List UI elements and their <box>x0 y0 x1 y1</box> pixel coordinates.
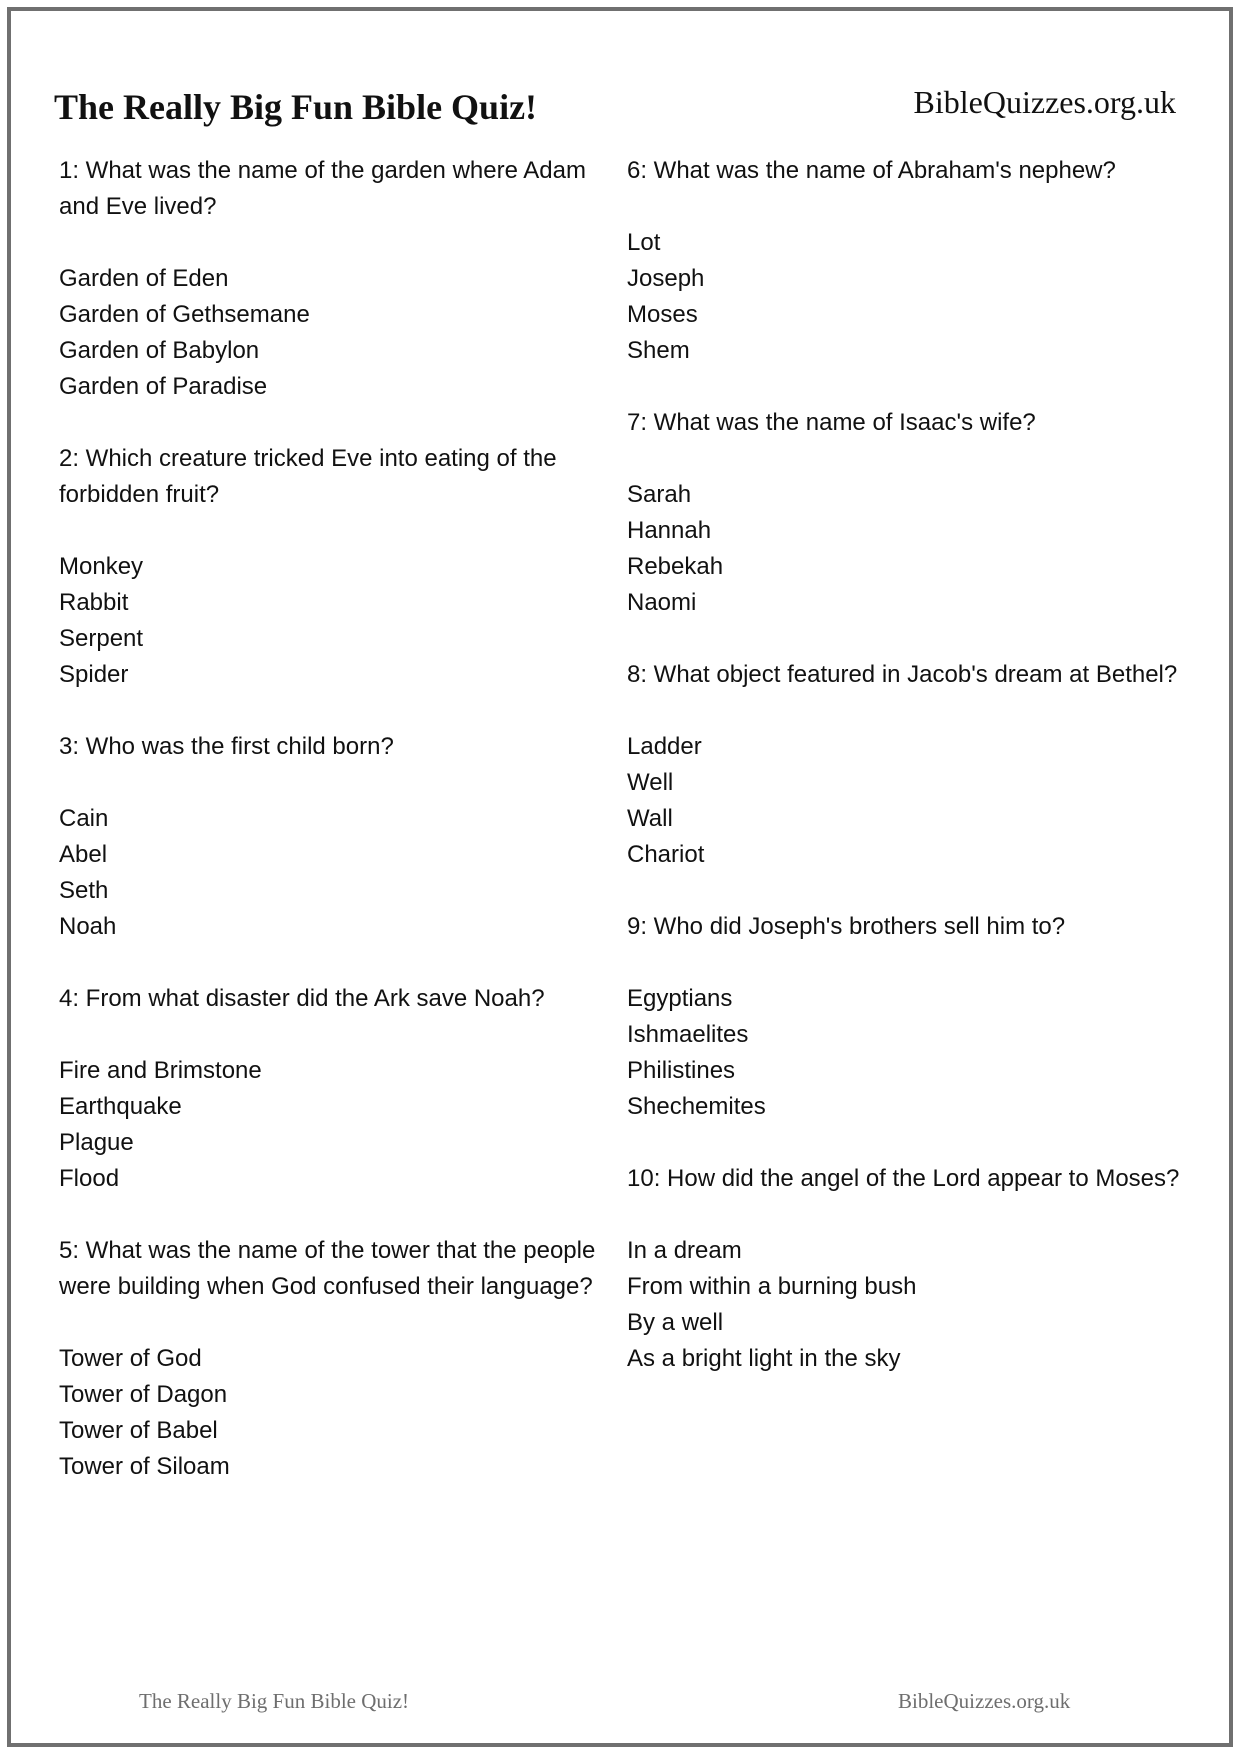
answer-option: Shechemites <box>627 1093 766 1120</box>
answer-option: Ladder <box>627 733 702 760</box>
answer-option: Tower of Dagon <box>59 1381 228 1408</box>
answer-option: Flood <box>59 1165 120 1192</box>
question-text: 10: How did the angel of the Lord appear to Moses? <box>627 1165 1180 1192</box>
question-text: 4: From what disaster did the Ark save Noah? <box>59 985 545 1012</box>
answer-option: Naomi <box>627 589 697 616</box>
answer-option: As a bright light in the sky <box>627 1345 901 1372</box>
site-name: BibleQuizzes.org.uk <box>913 84 1176 120</box>
question-block <box>627 153 1187 369</box>
answer-option: By a well <box>627 1309 724 1336</box>
answer-option: Well <box>627 769 674 796</box>
question-block <box>627 909 1187 1125</box>
quiz-column-right <box>627 153 1187 1413</box>
answer-option: Monkey <box>59 553 144 580</box>
answer-option: Cain <box>59 805 109 832</box>
page-title: The Really Big Fun Bible Quiz! <box>54 87 538 127</box>
answer-option: Garden of Eden <box>59 265 229 292</box>
quiz-column-left <box>59 153 619 1521</box>
answer-option: Joseph <box>627 265 705 292</box>
question-block <box>59 729 619 945</box>
question-text: 2: Which creature tricked Eve into eating of the forbidden fruit? <box>59 445 557 508</box>
answer-option: Garden of Gethsemane <box>59 301 310 328</box>
answer-option: Wall <box>627 805 673 832</box>
question-block <box>59 981 619 1197</box>
question-text: 3: Who was the first child born? <box>59 733 394 760</box>
answer-option: From within a burning bush <box>627 1273 917 1300</box>
question-text: 5: What was the name of the tower that the people were building when God confused their language? <box>59 1237 596 1300</box>
question-block <box>59 1233 619 1485</box>
answer-list <box>627 225 1187 369</box>
answer-option: Shem <box>627 337 690 364</box>
answer-option: Garden of Paradise <box>59 373 268 400</box>
answer-list <box>59 261 619 405</box>
answer-option: Sarah <box>627 481 692 508</box>
answer-option: Egyptians <box>627 985 733 1012</box>
answer-list <box>627 477 1187 621</box>
answer-option: Plague <box>59 1129 134 1156</box>
question-block <box>59 441 619 693</box>
answer-option: Chariot <box>627 841 705 868</box>
answer-option: Seth <box>59 877 109 904</box>
answer-option: Abel <box>59 841 108 868</box>
answer-option: Earthquake <box>59 1093 182 1120</box>
answer-option: Serpent <box>59 625 144 652</box>
answer-option: Lot <box>627 229 661 256</box>
answer-option: In a dream <box>627 1237 742 1264</box>
answer-option: Moses <box>627 301 698 328</box>
question-text: 9: Who did Joseph's brothers sell him to? <box>627 913 1066 940</box>
answer-option: Noah <box>59 913 117 940</box>
question-text: 1: What was the name of the garden where Adam and Eve lived? <box>59 157 586 220</box>
question-block <box>627 1161 1187 1377</box>
answer-option: Rabbit <box>59 589 129 616</box>
question-block <box>59 153 619 405</box>
question-text: 7: What was the name of Isaac's wife? <box>627 409 1036 436</box>
question-text: 6: What was the name of Abraham's nephew? <box>627 157 1116 184</box>
answer-option: Tower of Babel <box>59 1417 218 1444</box>
answer-option: Tower of God <box>59 1345 202 1372</box>
answer-list <box>59 1341 619 1485</box>
answer-option: Hannah <box>627 517 712 544</box>
answer-list <box>59 1053 619 1197</box>
answer-list <box>59 801 619 945</box>
answer-list <box>627 981 1187 1125</box>
footer-site: BibleQuizzes.org.uk <box>898 1689 1071 1713</box>
answer-option: Ishmaelites <box>627 1021 749 1048</box>
footer-title: The Really Big Fun Bible Quiz! <box>139 1689 410 1713</box>
question-block <box>627 657 1187 873</box>
answer-list <box>627 1233 1187 1377</box>
answer-option: Garden of Babylon <box>59 337 260 364</box>
answer-option: Fire and Brimstone <box>59 1057 262 1084</box>
question-block <box>627 405 1187 621</box>
question-text: 8: What object featured in Jacob's dream at Bethel? <box>627 661 1178 688</box>
answer-option: Philistines <box>627 1057 736 1084</box>
answer-list <box>59 549 619 693</box>
answer-option: Rebekah <box>627 553 724 580</box>
answer-option: Tower of Siloam <box>59 1453 230 1480</box>
answer-list <box>627 729 1187 873</box>
answer-option: Spider <box>59 661 129 688</box>
